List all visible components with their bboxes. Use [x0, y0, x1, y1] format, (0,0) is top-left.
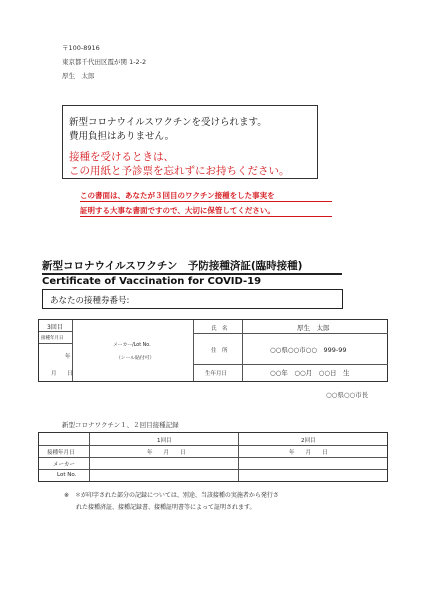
record-row-maker: メーカー: [53, 462, 75, 468]
name-label: 氏 名: [211, 326, 228, 332]
postal-code: 〒100-8916: [62, 44, 100, 52]
record-table: [38, 432, 388, 482]
voucher-number-label: あなたの接種券番号:: [50, 296, 130, 306]
footnote-line-2: れた接種済証、接種記録書、接種証明書等によって証明されます。: [76, 504, 256, 511]
day-label: 日: [67, 371, 73, 377]
record-dose1-date: 年 月 日: [147, 450, 186, 456]
street-address: 東京都千代田区霞が関 1-2-2: [62, 58, 147, 66]
record-col-1: 1回目: [157, 438, 172, 444]
keep-note-line-2: 証明する大事な書面ですので、大切に保管してください。: [80, 206, 275, 215]
keep-note-underline-1: [80, 201, 332, 202]
year-suffix: 年: [65, 354, 71, 360]
keep-note-line-1: この書面は、あなたが３回目のワクチン接種をした事実を: [80, 191, 275, 200]
dob-value: ○○年 ○○月 ○○日 生: [270, 369, 350, 377]
voucher-number-box: [42, 289, 343, 309]
notice-line-4: この用紙と予診票を忘れずにお持ちください。: [69, 165, 290, 177]
title-rule: [42, 273, 342, 275]
recipient-name: 厚生 太郎: [62, 72, 95, 80]
vaccination-date-label: 接種年月日: [41, 336, 64, 341]
notice-box: [62, 105, 318, 179]
notice-line-1: 新型コロナウイルスワクチンを受けられます。: [69, 117, 267, 128]
address-value: ○○県○○市○○ 999-99: [270, 346, 347, 354]
record-row-lot: Lot No.: [57, 472, 77, 478]
issuer-mayor: ○○県○○市長: [326, 391, 369, 399]
record-row-date: 接種年月日: [47, 450, 75, 456]
name-value: 厚生 太郎: [297, 324, 330, 332]
keep-note-underline-2: [80, 216, 332, 217]
certificate-table: [38, 319, 388, 382]
footnote-line-1: ※ ＊が印字された部分の記録については、別途、当該接種の実施者から発行さ: [64, 492, 279, 499]
sticker-label: （シール貼付可）: [116, 356, 155, 361]
record-dose2-date: 年 月 日: [289, 450, 328, 456]
dob-label: 生年月日: [205, 371, 228, 377]
certificate-title-jp: 新型コロナウイルスワクチン 予防接種済証(臨時接種): [42, 260, 303, 272]
record-col-2: 2回目: [301, 438, 316, 444]
notice-line-2: 費用負担はありません。: [69, 131, 175, 142]
notice-line-3: 接種を受けるときは、: [69, 151, 174, 163]
dose-number: 3回目: [47, 324, 63, 331]
maker-lot-label: メーカー/Lot No.: [113, 343, 151, 348]
certificate-title-en: Certificate of Vaccination for COVID-19: [42, 276, 262, 287]
month-label: 月: [51, 371, 57, 377]
address-label: 住 所: [211, 348, 228, 354]
record-title: 新型コロナワクチン１、２回目接種記録: [62, 421, 179, 429]
